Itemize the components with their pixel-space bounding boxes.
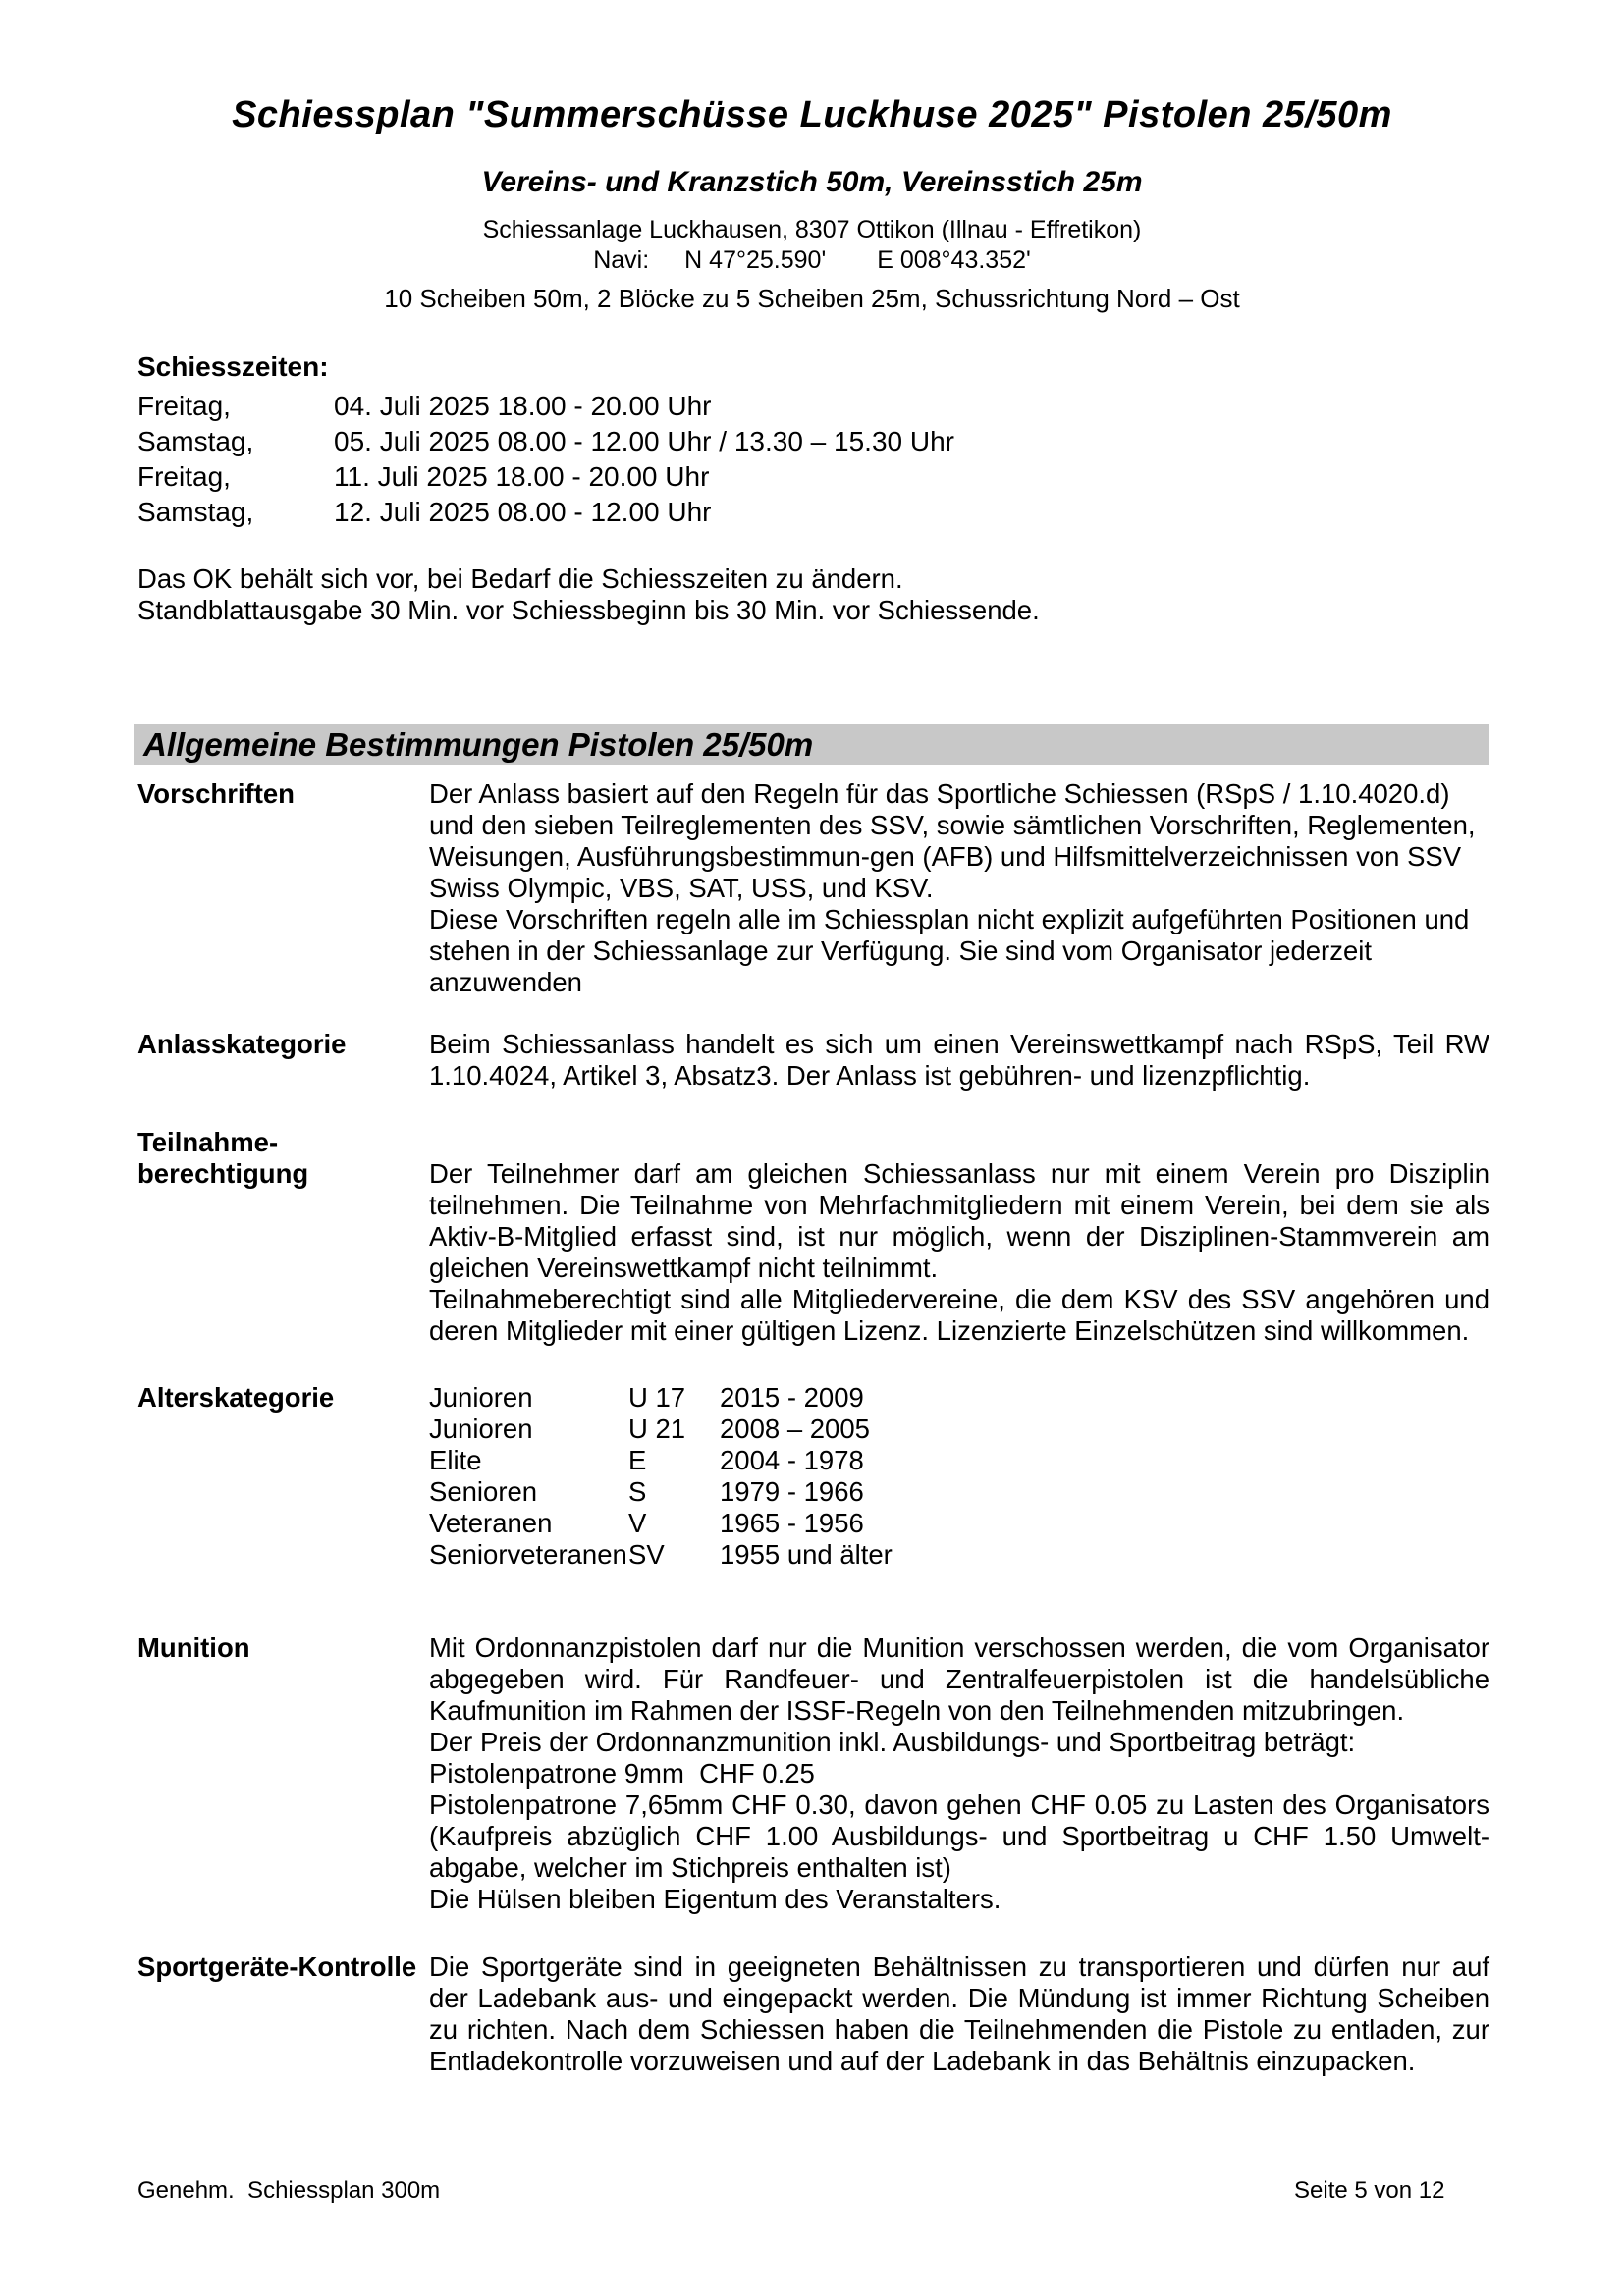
section-sportgeraete-kontrolle [137, 1951, 1489, 2077]
paragraph: Der Teilnehmer darf am gleichen Schiessanlass nur mit einem Verein pro Disziplin teilnehmen. Die Teilnahme von Mehrfachmitgliedern mit einem Verein, bei dem sie als Aktiv-B-Mitglied erfasst sind, ist nur möglich, wenn der Disziplinen-Stammverein am gleichen Vereinswettkampf nicht teilnimmt. [429, 1158, 1489, 1283]
paragraph: Die Hülsen bleiben Eigentum des Veranstalters. [429, 1884, 1001, 1914]
paragraph: Der Preis der Ordonnanzmunition inkl. Ausbildungs- und Sportbeitrag beträgt: [429, 1727, 1356, 1757]
schedule-time: 05. Juli 2025 08.00 - 12.00 Uhr / 13.30 – 15.30 Uhr [334, 426, 954, 456]
footer-approval-note: Genehm. Schiessplan 300m [137, 2177, 441, 2204]
age-code: U 21 [628, 1414, 686, 1444]
section-munition [137, 1632, 1489, 1915]
section-label: Anlasskategorie [137, 1029, 347, 1059]
age-code: SV [628, 1539, 665, 1570]
section-body [429, 1632, 1489, 1915]
section-teilnahmeberechtigung [137, 1127, 1489, 1347]
paragraph: Pistolenpatrone 9mm CHF 0.25 [429, 1758, 815, 1789]
age-code: S [628, 1476, 647, 1507]
age-years: 1979 - 1966 [720, 1476, 864, 1507]
age-row [429, 1508, 1489, 1539]
venue-address: Schiessanlage Luckhausen, 8307 Ottikon (Illnau - Effretikon) [482, 216, 1142, 243]
schedule-row [137, 495, 954, 530]
age-name: Junioren [429, 1414, 533, 1444]
age-row [429, 1414, 1489, 1445]
note-line: Standblattausgabe 30 Min. vor Schiessbeginn bis 30 Min. vor Schiessende. [137, 595, 1040, 625]
section-vorschriften [137, 778, 1489, 998]
section-label: Alterskategorie [137, 1382, 335, 1413]
schedule-day: Freitag, [137, 391, 231, 421]
schedule-row [137, 389, 954, 424]
doc-title: Schiessplan "Summerschüsse Luckhuse 2025" Pistolen 25/50m [232, 94, 1392, 135]
schedule-time: 12. Juli 2025 08.00 - 12.00 Uhr [334, 497, 712, 527]
navi-north: N 47°25.590' [684, 246, 827, 274]
age-row [429, 1539, 1489, 1571]
schedule-notes [137, 563, 1040, 626]
schedule-day: Samstag, [137, 426, 254, 456]
paragraph: Diese Vorschriften regeln alle im Schiessplan nicht explizit aufgeführten Positionen und stehen in der Schiessanlage zur Verfügung. Sie sind vom Organisator jederzeit anzuwenden [429, 904, 1470, 997]
section-body [429, 1951, 1489, 2077]
navi-coordinates [0, 246, 1624, 275]
schedule-heading: Schiesszeiten: [137, 351, 329, 382]
age-name: Junioren [429, 1382, 533, 1413]
section-alterskategorie [137, 1382, 1489, 1571]
age-table [429, 1382, 1489, 1571]
schedule-time: 04. Juli 2025 18.00 - 20.00 Uhr [334, 391, 712, 421]
section-label-line2: berechtigung [137, 1158, 309, 1189]
age-name: Veteranen [429, 1508, 553, 1538]
schedule-day: Samstag, [137, 497, 254, 527]
footer-page-number: Seite 5 von 12 [1294, 2177, 1445, 2204]
paragraph: Beim Schiessanlass handelt es sich um einen Vereinswettkampf nach RSpS, Teil RW 1.10.4024, Artikel 3, Absatz3. Der Anlass ist gebühren- und lizenzpflichtig. [429, 1029, 1489, 1091]
schedule-block [137, 349, 954, 530]
note-line: Das OK behält sich vor, bei Bedarf die Schiesszeiten zu ändern. [137, 563, 903, 594]
age-row [429, 1445, 1489, 1476]
section-label-line1: Teilnahme- [137, 1127, 279, 1157]
age-years: 2015 - 2009 [720, 1382, 864, 1413]
age-row [429, 1382, 1489, 1414]
paragraph: Die Sportgeräte sind in geeigneten Behältnissen zu transportieren und dürfen nur auf der Ladebank aus- und eingepackt werden. Die Mündung ist immer Richtung Scheiben zu richten. Nach dem Schiessen haben die Teilnehmenden die Pistole zu entladen, zur Entladekontrolle vorzuweisen und auf der Ladebank in das Behältnis einzupacken. [429, 1951, 1489, 2076]
age-name: Senioren [429, 1476, 538, 1507]
age-code: U 17 [628, 1382, 686, 1413]
section-bar [134, 724, 1489, 765]
doc-subtitle: Vereins- und Kranzstich 50m, Vereinsstich 25m [481, 166, 1143, 198]
section-label [137, 1127, 429, 1347]
age-name: Elite [429, 1445, 482, 1475]
schedule-time: 11. Juli 2025 18.00 - 20.00 Uhr [334, 461, 710, 492]
section-body [429, 1127, 1489, 1347]
paragraph: Der Anlass basiert auf den Regeln für das Sportliche Schiessen (RSpS / 1.10.4020.d) und den sieben Teilreglementen des SSV, sowie sämtlichen Vorschriften, Reglementen, Weisungen, Ausführungsbestimmun-gen (AFB) und Hilfsmittelverzeichnissen von SSV Swiss Olympic, VBS, SAT, USS, und KSV. [429, 778, 1476, 903]
age-code: V [628, 1508, 647, 1538]
schedule-row [137, 424, 954, 459]
section-body [429, 1029, 1489, 1092]
age-code: E [628, 1445, 647, 1475]
schedule-day: Freitag, [137, 461, 231, 492]
age-row [429, 1476, 1489, 1508]
paragraph: Teilnahmeberechtigt sind alle Mitgliedervereine, die dem KSV des SSV angehören und deren Mitglieder mit einer gültigen Lizenz. Lizenzierte Einzelschützen sind willkommen. [429, 1284, 1489, 1346]
section-label: Munition [137, 1632, 250, 1663]
age-years: 2004 - 1978 [720, 1445, 864, 1475]
navi-label: Navi: [593, 246, 650, 274]
section-anlasskategorie [137, 1029, 1489, 1092]
schedule-row [137, 459, 954, 495]
paragraph: Mit Ordonnanzpistolen darf nur die Munition verschossen werden, die vom Organisator abgegeben wird. Für Randfeuer- und Zentralfeuerpistolen ist die handelsübliche Kaufmunition im Rahmen der ISSF-Regeln von den Teilnehmenden mitzubringen. [429, 1632, 1489, 1726]
paragraph: Pistolenpatrone 7,65mm CHF 0.30, davon gehen CHF 0.05 zu Lasten des Organisators (Kaufpreis abzüglich CHF 1.00 Ausbildungs- und Sportbeitrag u CHF 1.50 Umwelt-abgabe, welcher im Stichpreis enthalten ist) [429, 1789, 1489, 1883]
age-years: 2008 – 2005 [720, 1414, 870, 1444]
age-years: 1965 - 1956 [720, 1508, 864, 1538]
section-bar-title: Allgemeine Bestimmungen Pistolen 25/50m [143, 725, 814, 763]
navi-east: E 008°43.352' [877, 246, 1031, 274]
age-name: Seniorveteranen [429, 1539, 627, 1570]
age-years: 1955 und älter [720, 1539, 893, 1570]
range-info: 10 Scheiben 50m, 2 Blöcke zu 5 Scheiben 25m, Schussrichtung Nord – Ost [384, 284, 1240, 313]
section-body [429, 778, 1489, 998]
section-label: Sportgeräte-Kontrolle [137, 1951, 417, 1982]
section-label: Vorschriften [137, 778, 295, 809]
